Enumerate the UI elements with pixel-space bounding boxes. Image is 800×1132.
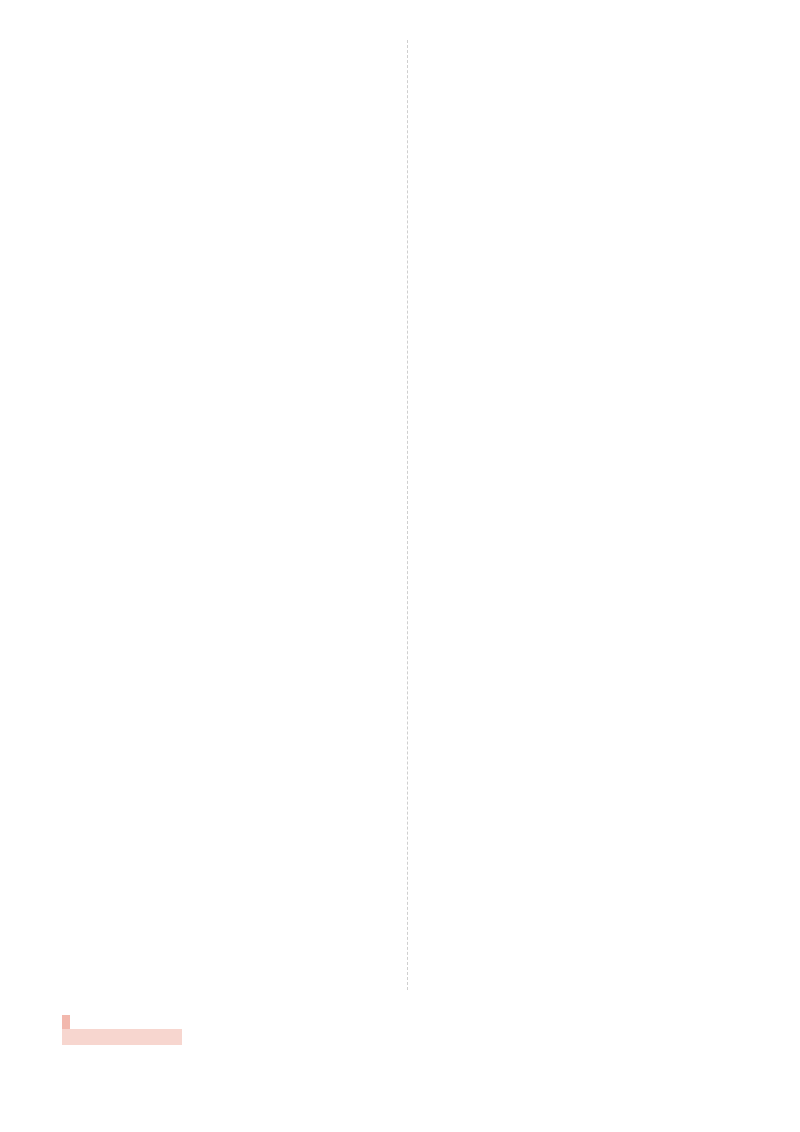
footer-band [62,1029,182,1045]
column-divider [407,40,408,990]
page-footer [62,1025,402,1047]
